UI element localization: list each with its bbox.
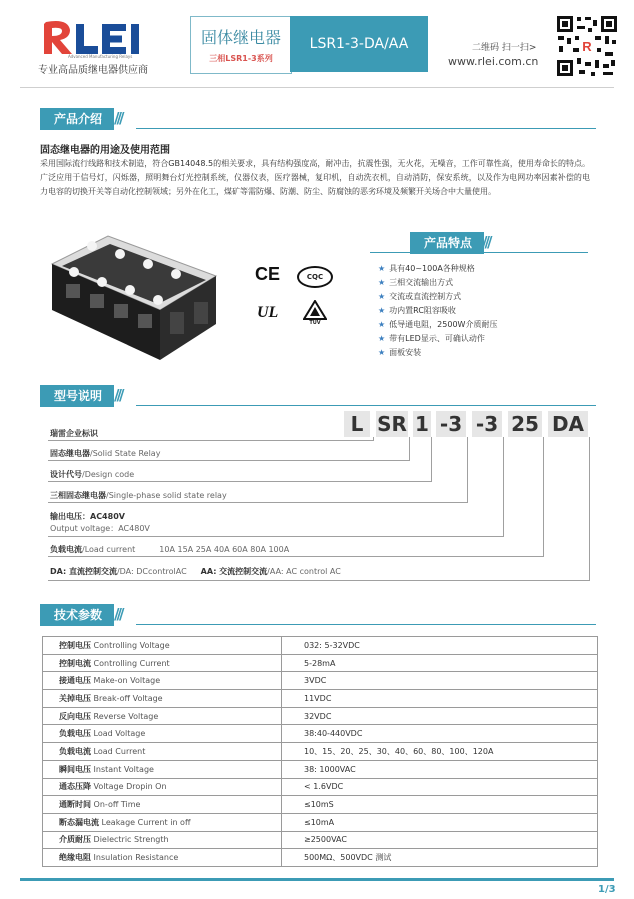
connector-line bbox=[431, 437, 432, 482]
ul-mark-icon: UL bbox=[257, 304, 279, 321]
star-icon: ★ bbox=[378, 334, 386, 343]
qr-code-icon[interactable] bbox=[555, 14, 619, 78]
star-icon: ★ bbox=[378, 292, 386, 301]
connector-line bbox=[48, 481, 432, 482]
list-item: ★ 带有LED显示、可确认动作 bbox=[378, 334, 485, 343]
table-row bbox=[43, 637, 598, 655]
section-title: 产品特点 bbox=[410, 232, 484, 254]
spec-name: 反向电压 Reverse Voltage bbox=[43, 707, 282, 725]
spec-value: ≤10mA bbox=[282, 813, 598, 831]
table-row bbox=[43, 654, 598, 672]
series-label: 三相LSR1-3系列 bbox=[209, 54, 273, 63]
section-underline bbox=[136, 128, 596, 129]
star-icon: ★ bbox=[378, 264, 386, 273]
section-header-model bbox=[40, 385, 600, 407]
connector-line bbox=[467, 437, 468, 503]
spec-value: 5-28mA bbox=[282, 654, 598, 672]
spec-name: 通态压降 Voltage Dropin On bbox=[43, 778, 282, 796]
spec-value: 32VDC bbox=[282, 707, 598, 725]
svg-text:R: R bbox=[582, 39, 592, 54]
section-header-specs bbox=[40, 604, 600, 626]
section-header-features bbox=[370, 232, 598, 254]
intro-body: 采用国际流行线路和技术制造，符合GB14048.5的相关要求，具有结构强度高，耐冲击，抗震性强，无火花，无噪音，工作可靠性高，使用寿命长的特点。广泛应用于信号灯，闪烁器，照明舞台灯光控制系统，仪器仪表，医疗器械，复印机，自动洗衣机，自动消防，保安系统，以及作为电网功率因素补偿的电力电容的切换开关等自动化控制领域；另外在化工，煤矿等需防爆、防潮、防尘、防腐蚀的恶劣环境及频繁开关场合中大量使用。 bbox=[40, 159, 590, 196]
spec-name: 通断时间 On-off Time bbox=[43, 796, 282, 814]
slash-decoration-icon: /// bbox=[114, 109, 122, 127]
product-image bbox=[48, 224, 218, 364]
spec-value: 11VDC bbox=[282, 690, 598, 708]
spec-name: 控制电流 Controlling Current bbox=[43, 654, 282, 672]
section-header-intro bbox=[40, 108, 600, 130]
section-underline bbox=[136, 624, 596, 625]
table-row bbox=[43, 743, 598, 761]
ce-mark-icon: CE bbox=[255, 264, 281, 284]
star-icon: ★ bbox=[378, 278, 386, 287]
spec-value: 3VDC bbox=[282, 672, 598, 690]
table-row bbox=[43, 760, 598, 778]
connector-line bbox=[48, 460, 410, 461]
code-segment-current: 25 bbox=[508, 411, 542, 437]
header-divider bbox=[20, 87, 614, 88]
spec-value: 38: 1000VAC bbox=[282, 760, 598, 778]
qr-label: 二维码 扫一扫> bbox=[472, 43, 537, 53]
code-row-label: 负载电流/Load current 10A 15A 25A 40A 60A 80A 100A bbox=[50, 545, 290, 554]
list-item: ★ 具有40~100A各种规格 bbox=[378, 264, 475, 273]
code-segment-control: DA bbox=[548, 411, 588, 437]
spec-value: 500MΩ、500VDC 测试 bbox=[282, 849, 598, 867]
list-item: ★ 功内置RC阻容吸收 bbox=[378, 306, 456, 315]
list-item: ★ 交流或直流控制方式 bbox=[378, 292, 462, 301]
list-item: ★ 面板安装 bbox=[378, 348, 422, 357]
table-row bbox=[43, 813, 598, 831]
code-segment-phase: -3 bbox=[436, 411, 466, 437]
star-icon: ★ bbox=[378, 320, 386, 329]
code-segment-l: L bbox=[344, 411, 370, 437]
connector-line bbox=[409, 437, 410, 461]
connector-line bbox=[48, 580, 590, 581]
star-icon: ★ bbox=[378, 348, 386, 357]
spec-table bbox=[42, 636, 598, 867]
intro-heading: 固态继电器的用途及使用范围 bbox=[40, 145, 170, 156]
list-item: ★ 三相交流输出方式 bbox=[378, 278, 454, 287]
code-row-label: 设计代号/Design code bbox=[50, 470, 135, 479]
code-segment-sr: SR bbox=[377, 412, 407, 436]
spec-value: 10、15、20、25、30、40、60、80、100、120A bbox=[282, 743, 598, 761]
section-underline bbox=[136, 405, 596, 406]
logo-small-text: Advanced Manufacturing Relays bbox=[68, 54, 133, 59]
table-row bbox=[43, 849, 598, 867]
spec-name: 接通电压 Make-on Voltage bbox=[43, 672, 282, 690]
spec-name: 负载电压 Load Voltage bbox=[43, 725, 282, 743]
spec-value: 38:40-440VDC bbox=[282, 725, 598, 743]
table-row bbox=[43, 796, 598, 814]
code-row-label: 输出电压：AC480V bbox=[50, 512, 125, 521]
connector-line bbox=[503, 437, 504, 537]
connector-line bbox=[48, 536, 504, 537]
spec-value: ≥2500VAC bbox=[282, 831, 598, 849]
tuv-mark-icon bbox=[303, 300, 327, 328]
code-segment-voltage: -3 bbox=[472, 411, 502, 437]
list-item: ★ 低导通电阻，2500W介质耐压 bbox=[378, 320, 498, 329]
category-title-box bbox=[190, 16, 292, 74]
model-title: LSR1-3-DA/AA bbox=[290, 16, 428, 72]
spec-name: 瞬间电压 Instant Voltage bbox=[43, 760, 282, 778]
code-row-label: DA: 直流控制交流/DA: DCcontrolAC AA: 交流控制交流/AA: AC control AC bbox=[50, 567, 341, 576]
footer-divider bbox=[20, 878, 614, 881]
spec-name: 关掉电压 Break-off Voltage bbox=[43, 690, 282, 708]
table-row bbox=[43, 778, 598, 796]
category-title: 固体继电器 bbox=[200, 28, 281, 47]
code-row-label: 三相固态继电器/Single-phase solid state relay bbox=[50, 491, 227, 500]
table-row bbox=[43, 672, 598, 690]
table-row bbox=[43, 831, 598, 849]
connector-line bbox=[48, 502, 468, 503]
spec-value: < 1.6VDC bbox=[282, 778, 598, 796]
code-segment-design: 1 bbox=[413, 411, 431, 437]
connector-line bbox=[589, 437, 590, 581]
section-title: 型号说明 bbox=[40, 385, 114, 407]
code-row-label: Output voltage：AC480V bbox=[50, 524, 150, 533]
section-title: 技术参数 bbox=[40, 604, 114, 626]
code-row-label: 瑞雷企业标识 bbox=[50, 429, 98, 438]
company-tagline: 专业高品质继电器供应商 bbox=[38, 65, 148, 76]
cqc-mark-icon: CQC bbox=[297, 266, 333, 288]
connector-line bbox=[48, 440, 374, 441]
certifications bbox=[255, 262, 340, 332]
page-number: 1/3 bbox=[598, 884, 616, 895]
table-row bbox=[43, 707, 598, 725]
tuv-mark-label: TÜV bbox=[309, 320, 321, 326]
star-icon: ★ bbox=[378, 306, 386, 315]
website-link[interactable]: www.rlei.com.cn bbox=[448, 55, 539, 68]
section-title: 产品介绍 bbox=[40, 108, 114, 130]
connector-line bbox=[543, 437, 544, 557]
spec-value: 032: 5-32VDC bbox=[282, 637, 598, 655]
feature-list bbox=[378, 262, 598, 360]
spec-name: 绝缘电阻 Insulation Resistance bbox=[43, 849, 282, 867]
slash-decoration-icon: /// bbox=[114, 386, 122, 404]
connector-line bbox=[373, 437, 374, 441]
spec-name: 控制电压 Controlling Voltage bbox=[43, 637, 282, 655]
spec-value: ≤10mS bbox=[282, 796, 598, 814]
slash-decoration-icon: /// bbox=[114, 605, 122, 623]
code-row-label: 固态继电器/Solid State Relay bbox=[50, 449, 161, 458]
table-row bbox=[43, 690, 598, 708]
spec-name: 介质耐压 Dielectric Strength bbox=[43, 831, 282, 849]
spec-name: 断态漏电流 Leakage Current in off bbox=[43, 813, 282, 831]
connector-line bbox=[48, 556, 544, 557]
table-row bbox=[43, 725, 598, 743]
spec-name: 负载电流 Load Current bbox=[43, 743, 282, 761]
slash-decoration-icon: /// bbox=[482, 233, 490, 251]
